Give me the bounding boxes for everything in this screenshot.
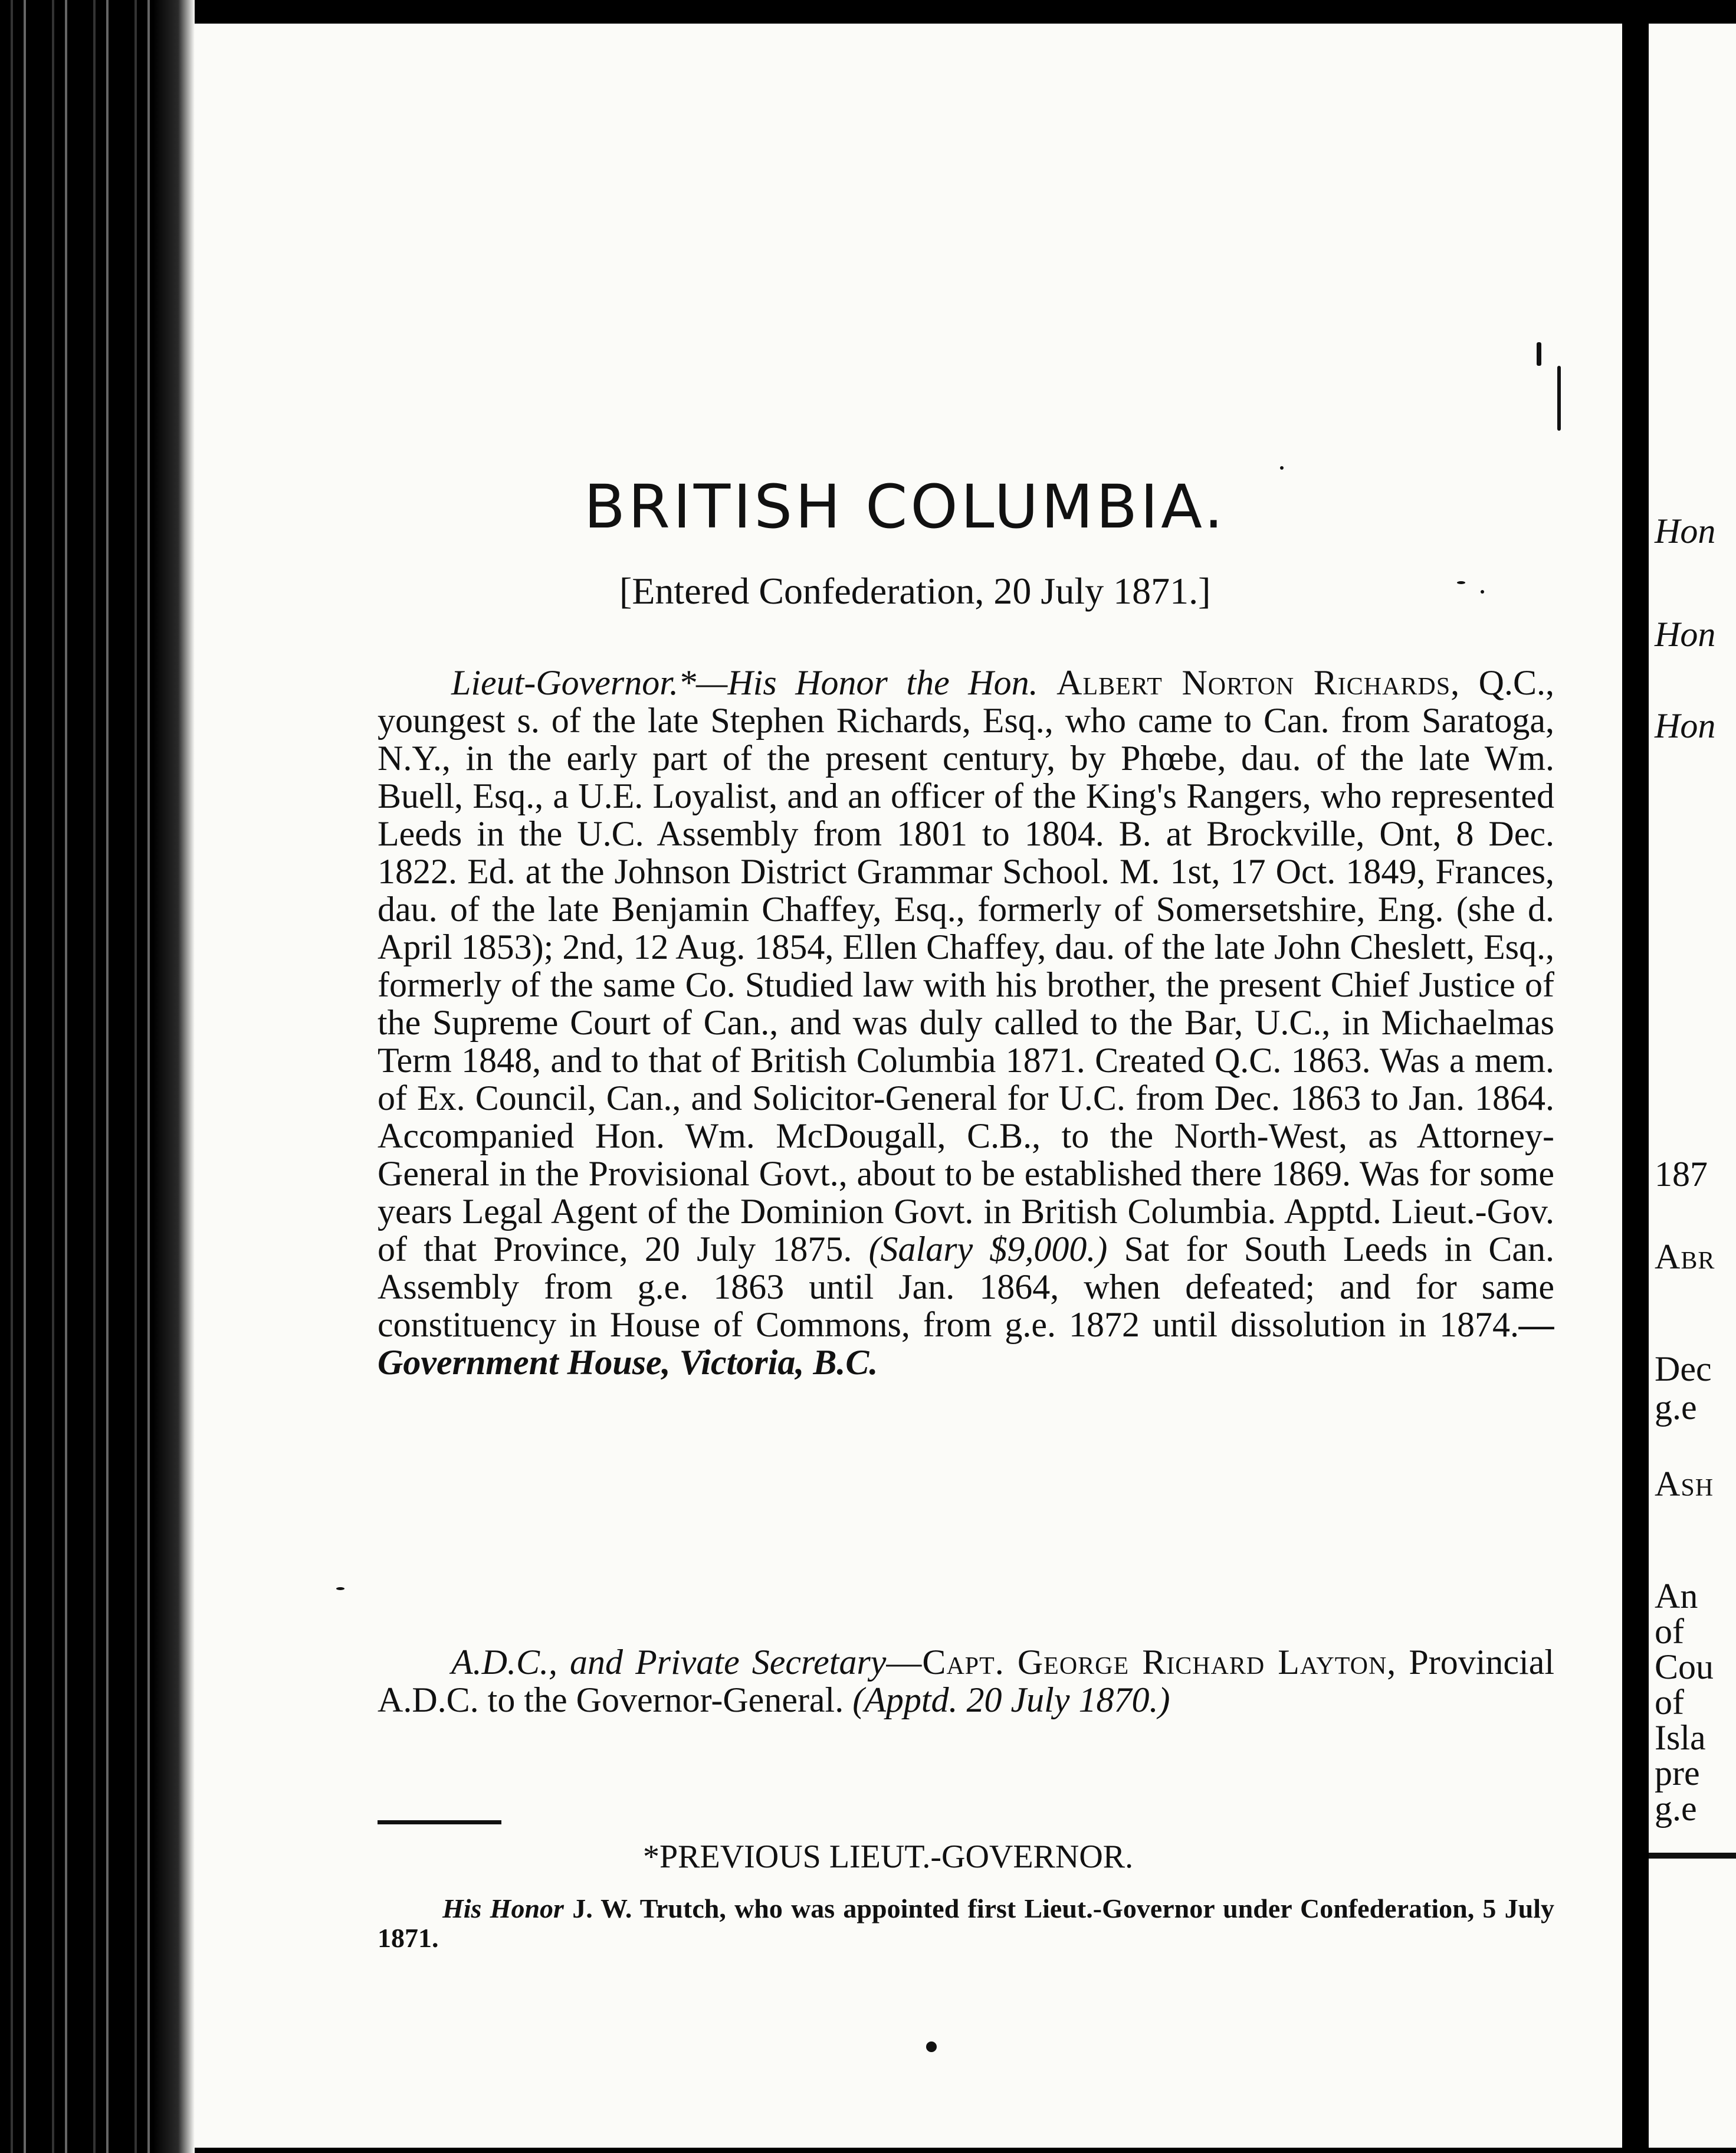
footnote-honorific: His Honor <box>442 1893 564 1923</box>
lieut-governor-office: Lieut-Governor.* <box>451 663 696 702</box>
footnote-text <box>378 1894 1554 1953</box>
footnote-body: J. W. Trutch, who was appointed first Lieut.-Governor under Confederation, 5 July 1871. <box>378 1893 1555 1953</box>
footnote-heading: *PREVIOUS LIEUT.-GOVERNOR. <box>643 1839 1134 1875</box>
adjacent-fragment: 187 <box>1655 1155 1708 1194</box>
lieut-governor-address: —Government House, Victoria, B.C. <box>378 1305 1554 1382</box>
adjacent-fragment: Isla <box>1655 1718 1706 1757</box>
adjacent-fragment: Ash <box>1655 1464 1714 1503</box>
adjacent-fragment: of <box>1655 1612 1684 1651</box>
adjacent-page-edge <box>1649 24 1736 2148</box>
lieut-governor-bio-continued: Sat for South Leeds in Can. Assembly from g.e. 1863 until Jan. 1864, when defeated; and for same constituency in House of Commons, from g.e. 1872 until dissolution in 1874. <box>378 1230 1554 1344</box>
adc-office: A.D.C., and Private Secretary <box>451 1643 887 1682</box>
adjacent-fragment: g.e <box>1655 1789 1697 1828</box>
lieut-governor-salary: (Salary $9,000.) <box>868 1230 1108 1269</box>
adjacent-fragment: of <box>1655 1683 1684 1722</box>
adjacent-fragment: g.e <box>1655 1388 1697 1427</box>
adjacent-fragment: Hon <box>1655 512 1716 550</box>
ink-speck <box>926 2041 937 2052</box>
page-title: BRITISH COLUMBIA. <box>584 472 1226 542</box>
adjacent-fragment: Hon <box>1655 615 1716 654</box>
adjacent-page-rule <box>1649 1853 1736 1859</box>
adjacent-fragment: Cou <box>1655 1647 1714 1686</box>
ink-speck <box>1280 466 1284 470</box>
adjacent-fragment: An <box>1655 1577 1698 1615</box>
lieut-governor-bio: Q.C., youngest s. of the late Stephen Richards, Esq., who came to Can. from Saratoga, N.Y., in the early part of the present century, by Phœbe, dau. of the late Wm. Buell, Esq., a U.E. Loyalist, and an officer of the King's Rangers, who represented Leeds in the U.C. Assembly from 1801 to 1804. B. at Brockville, Ont, 8 Dec. 1822. Ed. at the Johnson District Grammar School. M. 1st, 17 Oct. 1849, Frances, dau. of the late Benjamin Chaffey, Esq., formerly of Somersetshire, Eng. (she d. April 1853); 2nd, 12 Aug. 1854, Ellen Chaffey, dau. of the late John Cheslett, Esq., formerly of the same Co. Studied law with his brother, the present Chief Justice of the Supreme Court of Can., and was duly called to the Bar, U.C., in Michaelmas Term 1848, and to that of British Columbia 1871. Created Q.C. 1863. Was a mem. of Ex. Council, Can., and Solicitor-General for U.C. from Dec. 1863 to Jan. 1864. Accompanied Hon. Wm. McDougall, C.B., to the North-West, as Attorney-General in the Provisional Govt., about to be established there 1869. Was for some years Legal Agent of the Dominion Govt. in British Columbia. Apptd. Lieut.-Gov. of that Province, 20 July 1875. <box>378 663 1555 1269</box>
adc-entry <box>378 1643 1554 1719</box>
adjacent-fragment: Abr <box>1655 1237 1715 1276</box>
adjacent-fragment: pre <box>1655 1754 1700 1792</box>
ink-speck <box>1537 342 1541 366</box>
ink-speck <box>1481 590 1484 594</box>
adc-detail: Provincial A.D.C. to the Governor-General. <box>378 1643 1554 1719</box>
adc-name: —Capt. George Richard Layton, <box>886 1643 1397 1682</box>
ink-speck <box>336 1587 344 1590</box>
lieut-governor-honorific: —His Honor the Hon. <box>695 663 1038 702</box>
footnote-rule <box>378 1820 501 1824</box>
ink-speck <box>1457 581 1465 584</box>
ink-speck <box>1557 366 1561 431</box>
adjacent-fragment: Hon <box>1655 706 1716 745</box>
adc-appointed: (Apptd. 20 July 1870.) <box>852 1680 1170 1719</box>
lieut-governor-entry <box>378 664 1554 1381</box>
adjacent-fragment: Dec <box>1655 1349 1712 1388</box>
page-subtitle: [Entered Confederation, 20 July 1871.] <box>619 570 1211 612</box>
gutter-shadow <box>153 0 195 2153</box>
lieut-governor-name: Albert Norton Richards, <box>1056 663 1461 702</box>
binding-strip <box>1622 0 1649 2153</box>
